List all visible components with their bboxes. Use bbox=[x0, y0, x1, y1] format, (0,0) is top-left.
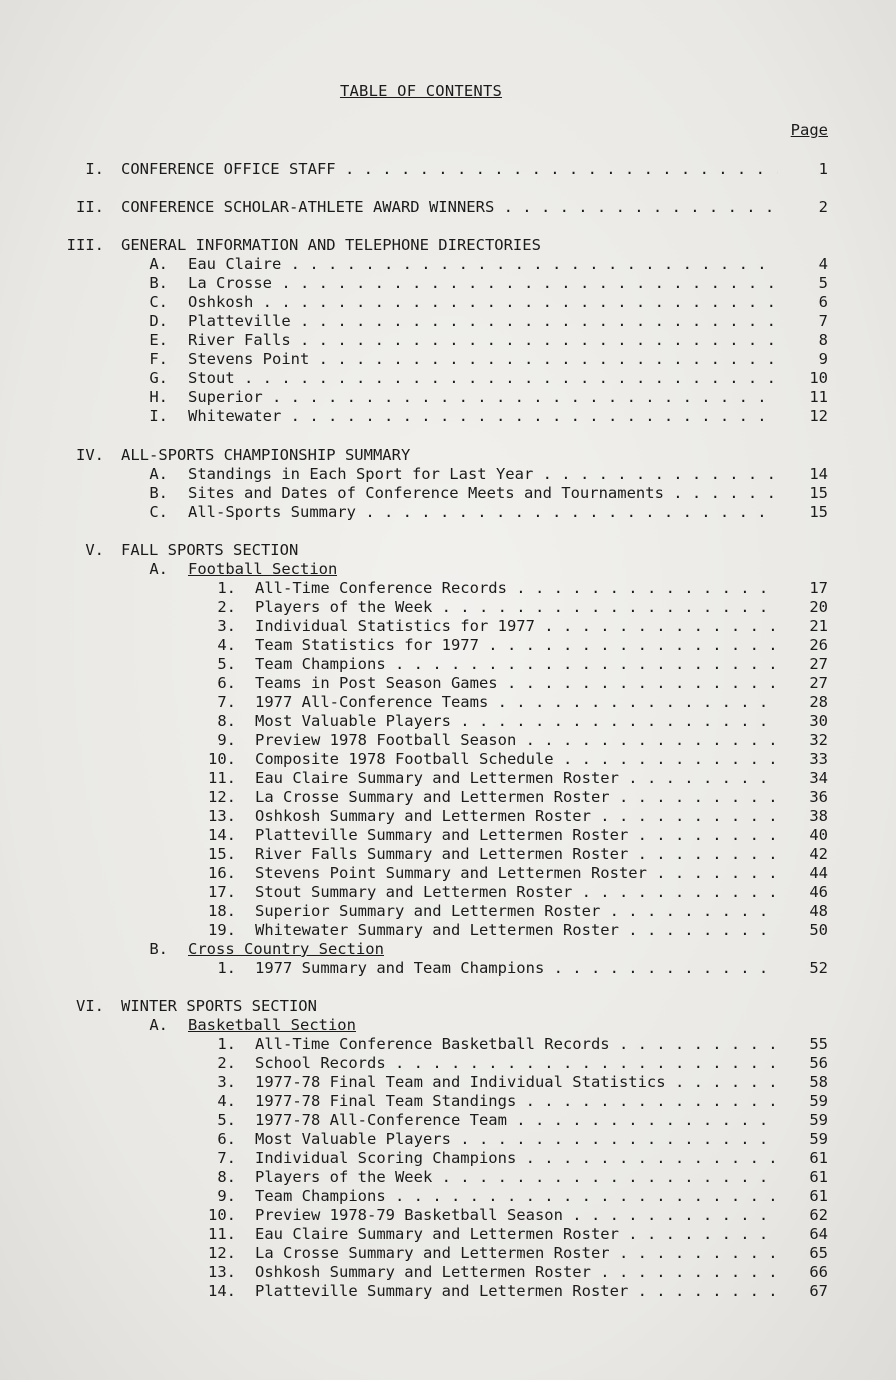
toc-entry bbox=[0, 503, 896, 522]
toc-entry-title: Platteville . . . bbox=[188, 312, 778, 331]
toc-entry-page-number: 20 bbox=[809, 598, 828, 616]
toc-entry-number: 2. bbox=[217, 598, 236, 616]
toc-entry-page-number: 58 bbox=[809, 1073, 828, 1091]
toc-entry-number: A. bbox=[149, 1016, 168, 1034]
toc-entry-title: Players of the Week . . . bbox=[255, 598, 778, 617]
toc-entry-title: River Falls . . . bbox=[188, 331, 778, 350]
toc-entry-number: 1. bbox=[217, 959, 236, 977]
toc-entry bbox=[0, 750, 896, 769]
toc-entry bbox=[0, 579, 896, 598]
toc-entry bbox=[0, 1054, 896, 1073]
toc-entry-page-number: 56 bbox=[809, 1054, 828, 1072]
toc-entry bbox=[0, 1111, 896, 1130]
toc-entry-title: 1977 Summary and Team Champions . . . bbox=[255, 959, 778, 978]
toc-entry-number: 18. bbox=[208, 902, 236, 920]
toc-entry bbox=[0, 407, 896, 426]
toc-entry bbox=[0, 997, 896, 1016]
toc-entry-page-number: 62 bbox=[809, 1206, 828, 1224]
toc-entry bbox=[0, 769, 896, 788]
toc-entry-page-number: 52 bbox=[809, 959, 828, 977]
toc-entry-title: Eau Claire Summary and Lettermen Roster . . . bbox=[255, 1225, 778, 1244]
toc-entry-number: 5. bbox=[217, 1111, 236, 1129]
toc-entry-number: III. bbox=[66, 236, 104, 254]
toc-entry-title: Players of the Week . . . bbox=[255, 1168, 778, 1187]
toc-entry-title: Superior . . . bbox=[188, 388, 778, 407]
toc-entry bbox=[0, 617, 896, 636]
toc-entry bbox=[0, 312, 896, 331]
toc-entry-title: Platteville Summary and Lettermen Roster . . . bbox=[255, 1282, 778, 1301]
toc-entry-number: 9. bbox=[217, 731, 236, 749]
toc-entry-number: 2. bbox=[217, 1054, 236, 1072]
toc-entry-number: IV. bbox=[76, 446, 104, 464]
toc-entry-title: 1977-78 Final Team Standings . . . bbox=[255, 1092, 778, 1111]
toc-entry-number: 3. bbox=[217, 1073, 236, 1091]
toc-entry-page-number: 17 bbox=[809, 579, 828, 597]
toc-entry-title: Individual Scoring Champions . . . bbox=[255, 1149, 778, 1168]
toc-entry bbox=[0, 1149, 896, 1168]
toc-entry-title: GENERAL INFORMATION AND TELEPHONE DIRECTORIES bbox=[121, 236, 541, 254]
toc-entry-number: 7. bbox=[217, 693, 236, 711]
toc-entry-number: 10. bbox=[208, 1206, 236, 1224]
toc-entry-number: 11. bbox=[208, 1225, 236, 1243]
toc-entry-number: 16. bbox=[208, 864, 236, 882]
toc-entry-title: WINTER SPORTS SECTION bbox=[121, 997, 317, 1015]
toc-entry-number: 4. bbox=[217, 636, 236, 654]
toc-entry bbox=[0, 598, 896, 617]
toc-entry-page-number: 15 bbox=[809, 484, 828, 502]
toc-entry-page-number: 61 bbox=[809, 1187, 828, 1205]
toc-entry-page-number: 28 bbox=[809, 693, 828, 711]
toc-entry-page-number: 8 bbox=[818, 331, 828, 349]
toc-entry-page-number: 14 bbox=[809, 465, 828, 483]
toc-entry-number: 15. bbox=[208, 845, 236, 863]
toc-entry-title: Basketball Section bbox=[188, 1016, 356, 1034]
toc-entry-page-number: 65 bbox=[809, 1244, 828, 1262]
toc-entry-number: 6. bbox=[217, 1130, 236, 1148]
toc-entry bbox=[0, 1168, 896, 1187]
toc-entry-number: 7. bbox=[217, 1149, 236, 1167]
toc-entry-number: 8. bbox=[217, 1168, 236, 1186]
toc-entry-title: Eau Claire . . . bbox=[188, 255, 778, 274]
toc-entry-title: All-Sports Summary . . . bbox=[188, 503, 778, 522]
toc-entry-number: F. bbox=[149, 350, 168, 368]
toc-entry-number: V. bbox=[85, 541, 104, 559]
toc-entry bbox=[0, 1035, 896, 1054]
toc-entry-number: C. bbox=[149, 293, 168, 311]
toc-entry-page-number: 48 bbox=[809, 902, 828, 920]
toc-entry-number: 9. bbox=[217, 1187, 236, 1205]
toc-entry bbox=[0, 369, 896, 388]
toc-entry-page-number: 1 bbox=[818, 160, 828, 178]
toc-entry-number: 17. bbox=[208, 883, 236, 901]
toc-entry-number: A. bbox=[149, 465, 168, 483]
page-title: TABLE OF CONTENTS bbox=[339, 82, 503, 100]
toc-entry-title: CONFERENCE SCHOLAR-ATHLETE AWARD WINNERS . . . bbox=[121, 198, 778, 217]
toc-entry-title: 1977-78 Final Team and Individual Statistics . . . bbox=[255, 1073, 778, 1092]
toc-entry-page-number: 6 bbox=[818, 293, 828, 311]
toc-entry-title: All-Time Conference Records . . . bbox=[255, 579, 778, 598]
toc-entry bbox=[0, 160, 896, 179]
toc-entry-number: 13. bbox=[208, 807, 236, 825]
toc-entry-title: CONFERENCE OFFICE STAFF . . . bbox=[121, 160, 778, 179]
toc-entry bbox=[0, 1187, 896, 1206]
toc-entry-number: 10. bbox=[208, 750, 236, 768]
toc-entry-page-number: 27 bbox=[809, 655, 828, 673]
toc-entry bbox=[0, 921, 896, 940]
toc-entry-title: Most Valuable Players . . . bbox=[255, 712, 778, 731]
toc-entry bbox=[0, 674, 896, 693]
toc-entry-number: 1. bbox=[217, 579, 236, 597]
toc-entry bbox=[0, 940, 896, 959]
toc-entry-page-number: 27 bbox=[809, 674, 828, 692]
toc-entry-title: Oshkosh Summary and Lettermen Roster . . . bbox=[255, 807, 778, 826]
toc-entry-title: Preview 1978 Football Season . . . bbox=[255, 731, 778, 750]
toc-entry-page-number: 5 bbox=[818, 274, 828, 292]
toc-entry bbox=[0, 864, 896, 883]
toc-entry-title: Sites and Dates of Conference Meets and Tournaments . . . bbox=[188, 484, 778, 503]
toc-entry-number: I. bbox=[85, 160, 104, 178]
toc-entry bbox=[0, 826, 896, 845]
toc-entry-page-number: 11 bbox=[809, 388, 828, 406]
toc-entry-page-number: 21 bbox=[809, 617, 828, 635]
toc-entry-page-number: 34 bbox=[809, 769, 828, 787]
toc-entry bbox=[0, 236, 896, 255]
toc-entry-title: River Falls Summary and Lettermen Roster . . . bbox=[255, 845, 778, 864]
toc-entry-title: La Crosse Summary and Lettermen Roster . . . bbox=[255, 1244, 778, 1263]
toc-entry-page-number: 42 bbox=[809, 845, 828, 863]
toc-entry-title: Platteville Summary and Lettermen Roster . . . bbox=[255, 826, 778, 845]
toc-entry bbox=[0, 1073, 896, 1092]
toc-entry bbox=[0, 388, 896, 407]
toc-entry-page-number: 38 bbox=[809, 807, 828, 825]
toc-entry bbox=[0, 1092, 896, 1111]
toc-entry-title: Oshkosh Summary and Lettermen Roster . . . bbox=[255, 1263, 778, 1282]
toc-entry bbox=[0, 465, 896, 484]
toc-entry-page-number: 59 bbox=[809, 1111, 828, 1129]
toc-entry bbox=[0, 446, 896, 465]
toc-entry-title: Standings in Each Sport for Last Year . . . bbox=[188, 465, 778, 484]
toc-entry bbox=[0, 1244, 896, 1263]
toc-entry-title: Individual Statistics for 1977 . . . bbox=[255, 617, 778, 636]
toc-entry-page-number: 61 bbox=[809, 1168, 828, 1186]
toc-entry-number: 12. bbox=[208, 788, 236, 806]
toc-entry-number: 13. bbox=[208, 1263, 236, 1281]
toc-entry-page-number: 59 bbox=[809, 1092, 828, 1110]
toc-entry-page-number: 36 bbox=[809, 788, 828, 806]
toc-entry-title: FALL SPORTS SECTION bbox=[121, 541, 299, 559]
toc-entry-title: Whitewater Summary and Lettermen Roster . . . bbox=[255, 921, 778, 940]
toc-entry-page-number: 4 bbox=[818, 255, 828, 273]
toc-entry-page-number: 12 bbox=[809, 407, 828, 425]
toc-entry-page-number: 46 bbox=[809, 883, 828, 901]
toc-entry bbox=[0, 1016, 896, 1035]
toc-entry-number: G. bbox=[149, 369, 168, 387]
toc-entry-number: VI. bbox=[76, 997, 104, 1015]
toc-entry bbox=[0, 636, 896, 655]
toc-entry-title: Football Section bbox=[188, 560, 338, 578]
toc-entry-title: School Records . . . bbox=[255, 1054, 778, 1073]
toc-entry-title: Eau Claire Summary and Lettermen Roster . . . bbox=[255, 769, 778, 788]
toc-entry-number: 14. bbox=[208, 826, 236, 844]
toc-entry bbox=[0, 807, 896, 826]
toc-entry-number: A. bbox=[149, 560, 168, 578]
toc-entry bbox=[0, 560, 896, 579]
toc-entry-number: 6. bbox=[217, 674, 236, 692]
toc-entry bbox=[0, 712, 896, 731]
toc-entry-title: Stout . . . bbox=[188, 369, 778, 388]
toc-entry-page-number: 59 bbox=[809, 1130, 828, 1148]
toc-entry-number: D. bbox=[149, 312, 168, 330]
toc-entry-title: Superior Summary and Lettermen Roster . . . bbox=[255, 902, 778, 921]
toc-entry-page-number: 44 bbox=[809, 864, 828, 882]
toc-entry-page-number: 30 bbox=[809, 712, 828, 730]
toc-entry-title: Composite 1978 Football Schedule . . . bbox=[255, 750, 778, 769]
toc-entry-page-number: 7 bbox=[818, 312, 828, 330]
toc-entry-title: Stevens Point Summary and Lettermen Roster . . . bbox=[255, 864, 778, 883]
toc-entry-title: Stout Summary and Lettermen Roster . . . bbox=[255, 883, 778, 902]
toc-entry bbox=[0, 331, 896, 350]
toc-entry-page-number: 67 bbox=[809, 1282, 828, 1300]
toc-entry bbox=[0, 274, 896, 293]
toc-entry bbox=[0, 293, 896, 312]
toc-entry bbox=[0, 731, 896, 750]
toc-entry-title: Whitewater . . . bbox=[188, 407, 778, 426]
toc-entry-number: 19. bbox=[208, 921, 236, 939]
toc-entry-page-number: 55 bbox=[809, 1035, 828, 1053]
toc-entry-number: B. bbox=[149, 940, 168, 958]
toc-entry-page-number: 66 bbox=[809, 1263, 828, 1281]
toc-entry-page-number: 64 bbox=[809, 1225, 828, 1243]
toc-entry-title: Stevens Point . . . bbox=[188, 350, 778, 369]
toc-entry-title: 1977 All-Conference Teams . . . bbox=[255, 693, 778, 712]
toc-entry-title: La Crosse . . . bbox=[188, 274, 778, 293]
toc-entry-page-number: 10 bbox=[809, 369, 828, 387]
toc-entry-page-number: 40 bbox=[809, 826, 828, 844]
toc-entry-number: I. bbox=[149, 407, 168, 425]
toc-entry-number: E. bbox=[149, 331, 168, 349]
toc-entry-page-number: 9 bbox=[818, 350, 828, 368]
toc-entry bbox=[0, 1206, 896, 1225]
toc-entry bbox=[0, 1263, 896, 1282]
toc-entry-title: Team Champions . . . bbox=[255, 1187, 778, 1206]
toc-entry-title: La Crosse Summary and Lettermen Roster . . . bbox=[255, 788, 778, 807]
toc-entry-title: ALL-SPORTS CHAMPIONSHIP SUMMARY bbox=[121, 446, 411, 464]
toc-entry-number: 8. bbox=[217, 712, 236, 730]
toc-entry-number: II. bbox=[76, 198, 104, 216]
toc-entry bbox=[0, 1130, 896, 1149]
toc-entry-title: All-Time Conference Basketball Records . . . bbox=[255, 1035, 778, 1054]
toc-entry-number: B. bbox=[149, 274, 168, 292]
toc-entry-page-number: 15 bbox=[809, 503, 828, 521]
toc-entry-number: A. bbox=[149, 255, 168, 273]
toc-entry-title: Teams in Post Season Games . . . bbox=[255, 674, 778, 693]
toc-entry-page-number: 50 bbox=[809, 921, 828, 939]
toc-entry bbox=[0, 541, 896, 560]
toc-entry-page-number: 61 bbox=[809, 1149, 828, 1167]
toc-entry-number: 11. bbox=[208, 769, 236, 787]
toc-entry-page-number: 33 bbox=[809, 750, 828, 768]
toc-entry-title: Preview 1978-79 Basketball Season . . . bbox=[255, 1206, 778, 1225]
toc-entry bbox=[0, 1225, 896, 1244]
toc-entry bbox=[0, 845, 896, 864]
toc-entry bbox=[0, 902, 896, 921]
toc-entry-number: 1. bbox=[217, 1035, 236, 1053]
toc-entry bbox=[0, 198, 896, 217]
toc-entry-number: 5. bbox=[217, 655, 236, 673]
toc-entry bbox=[0, 484, 896, 503]
toc-entry-title: Team Statistics for 1977 . . . bbox=[255, 636, 778, 655]
toc-entry-number: 3. bbox=[217, 617, 236, 635]
toc-entry-page-number: 26 bbox=[809, 636, 828, 654]
toc-entry-number: 12. bbox=[208, 1244, 236, 1262]
toc-entry-title: Cross Country Section bbox=[188, 940, 384, 958]
toc-entry-page-number: 2 bbox=[818, 198, 828, 216]
toc-entry-title: Most Valuable Players . . . bbox=[255, 1130, 778, 1149]
toc-entry bbox=[0, 883, 896, 902]
toc-entry-title: Oshkosh . . . bbox=[188, 293, 778, 312]
toc-entry-title: Team Champions . . . bbox=[255, 655, 778, 674]
toc-entry-number: 14. bbox=[208, 1282, 236, 1300]
page-column-header: Page bbox=[790, 121, 828, 139]
toc-entry-number: C. bbox=[149, 503, 168, 521]
toc-entry-title: 1977-78 All-Conference Team . . . bbox=[255, 1111, 778, 1130]
toc-entry bbox=[0, 693, 896, 712]
toc-entry-number: H. bbox=[149, 388, 168, 406]
toc-entry bbox=[0, 350, 896, 369]
toc-entry bbox=[0, 255, 896, 274]
toc-entry bbox=[0, 655, 896, 674]
toc-entry bbox=[0, 788, 896, 807]
toc-entry bbox=[0, 1282, 896, 1301]
toc-entry-number: 4. bbox=[217, 1092, 236, 1110]
toc-entry-number: B. bbox=[149, 484, 168, 502]
toc-entry-page-number: 32 bbox=[809, 731, 828, 749]
toc-entry bbox=[0, 959, 896, 978]
